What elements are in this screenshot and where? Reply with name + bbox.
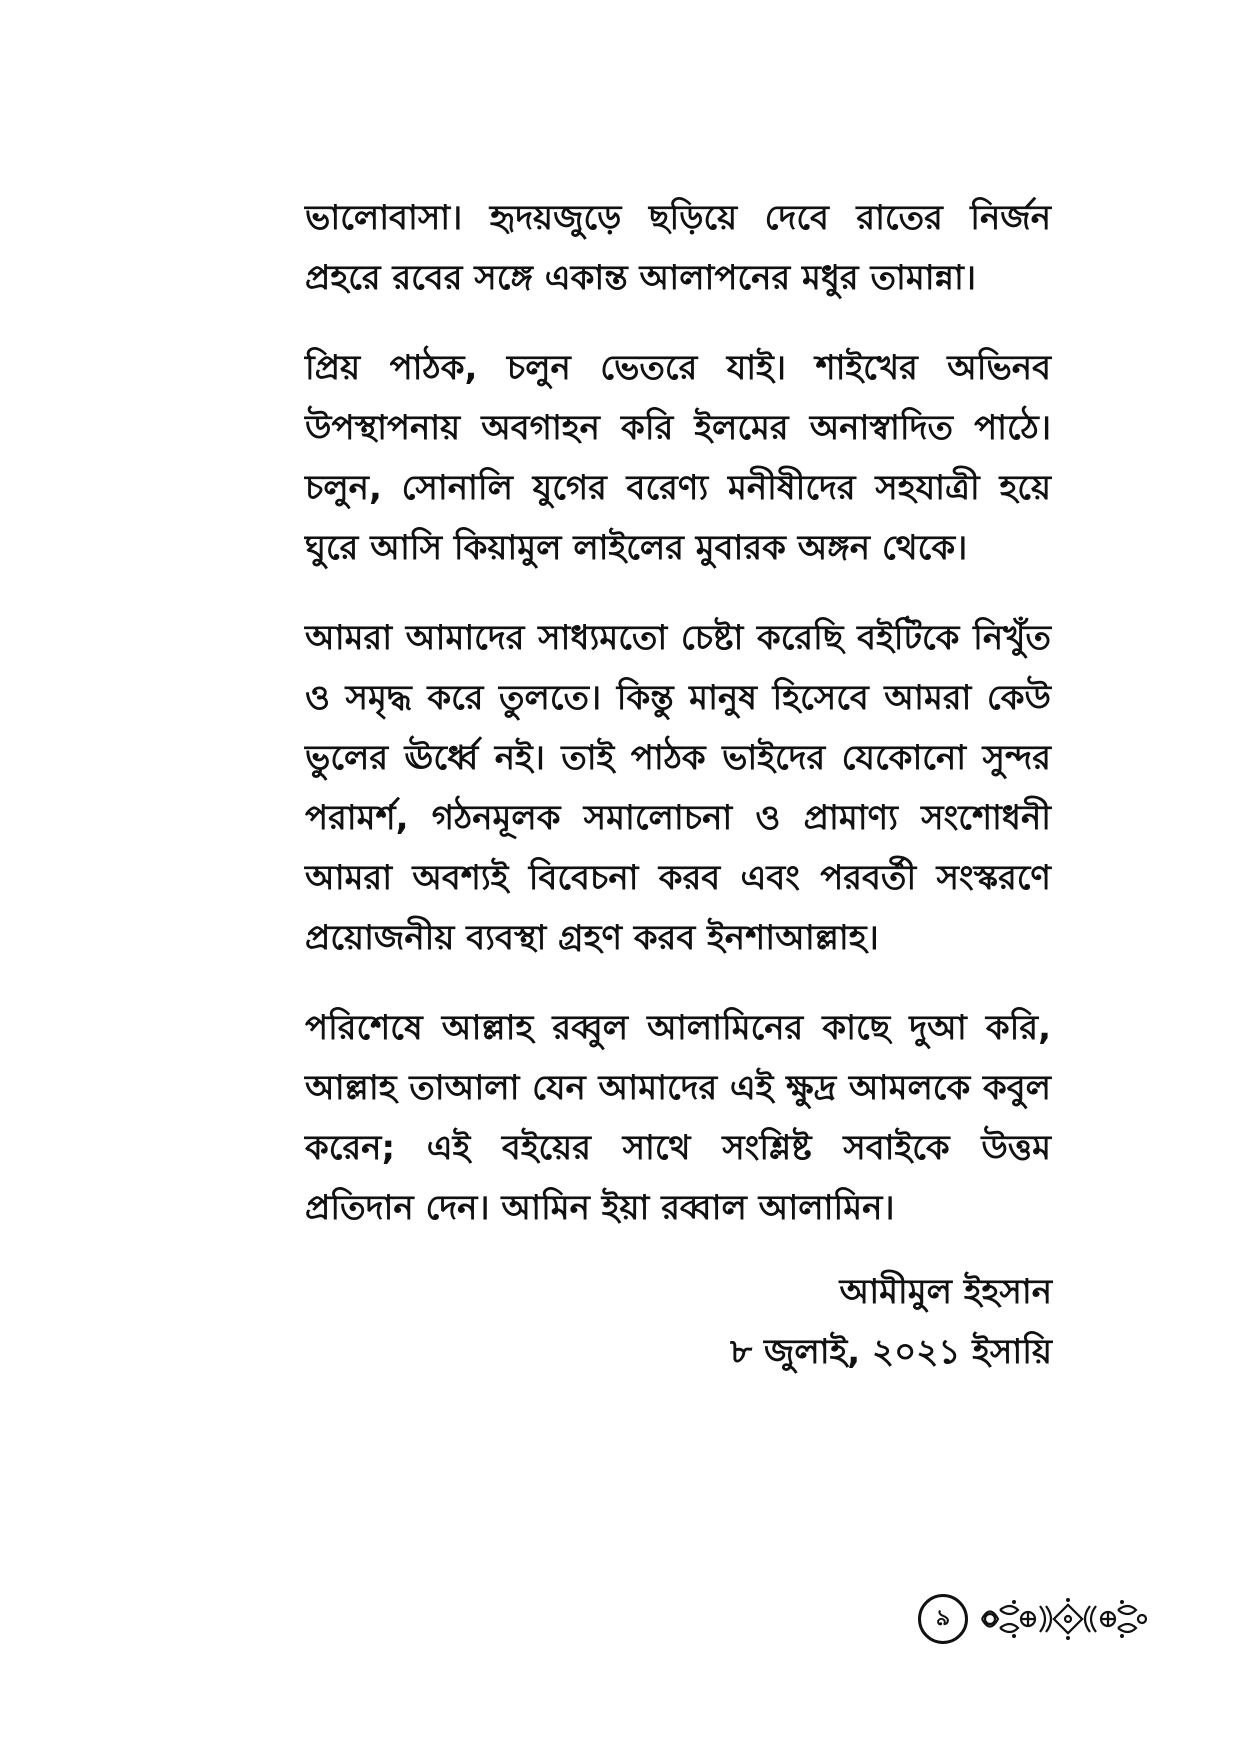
page-footer xyxy=(918,1590,1158,1650)
author-name: আমীমুল ইহসান xyxy=(839,1272,1052,1312)
page-number: ৯ xyxy=(918,1594,968,1644)
paragraph-1: ভালোবাসা। হৃদয়জুড়ে ছড়িয়ে দেবে রাতের নির্জন প্রহরে রবের সঙ্গে একান্ত আলাপনের মধুর তামান্না। xyxy=(305,198,1051,298)
signature-date: ৮ জুলাই, ২০২১ ইসায়ি xyxy=(730,1332,1052,1372)
body-text xyxy=(305,188,1051,1268)
signature-block xyxy=(730,1262,1052,1382)
paragraph-4: পরিশেষে আল্লাহ রব্বুল আলামিনের কাছে দুআ করি, আল্লাহ তাআলা যেন আমাদের এই ক্ষুদ্র আমলকে কবুল করেন; এই বইয়ের সাথে সংশ্লিষ্ট সবাইকে উত্তম প্রতিদান দেন। আমিন ইয়া রব্বাল আলামিন। xyxy=(305,1008,1051,1228)
paragraph-3: আমরা আমাদের সাধ্যমতো চেষ্টা করেছি বইটিকে নিখুঁত ও সমৃদ্ধ করে তুলতে। কিন্তু মানুষ হিসেবে আমরা কেউ ভুলের ঊর্ধ্বে নই। তাই পাঠক ভাইদের যেকোনো সুন্দর পরামর্শ, গঠনমূলক সমালোচনা ও প্রামাণ্য সংশোধনী আমরা অবশ্যই বিবেচনা করব এবং পরবর্তী সংস্করণে প্রয়োজনীয় ব্যবস্থা গ্রহণ করব ইনশাআল্লাহ। xyxy=(305,618,1051,958)
decorative-flourish-icon xyxy=(978,1596,1148,1642)
paragraph-2: প্রিয় পাঠক, চলুন ভেতরে যাই। শাইখের অভিনব উপস্থাপনায় অবগাহন করি ইলমের অনাস্বাদিত পাঠে। চলুন, সোনালি যুগের বরেণ্য মনীষীদের সহযাত্রী হয়ে ঘুরে আসি কিয়ামুল লাইলের মুবারক অঙ্গন থেকে। xyxy=(305,348,1051,568)
